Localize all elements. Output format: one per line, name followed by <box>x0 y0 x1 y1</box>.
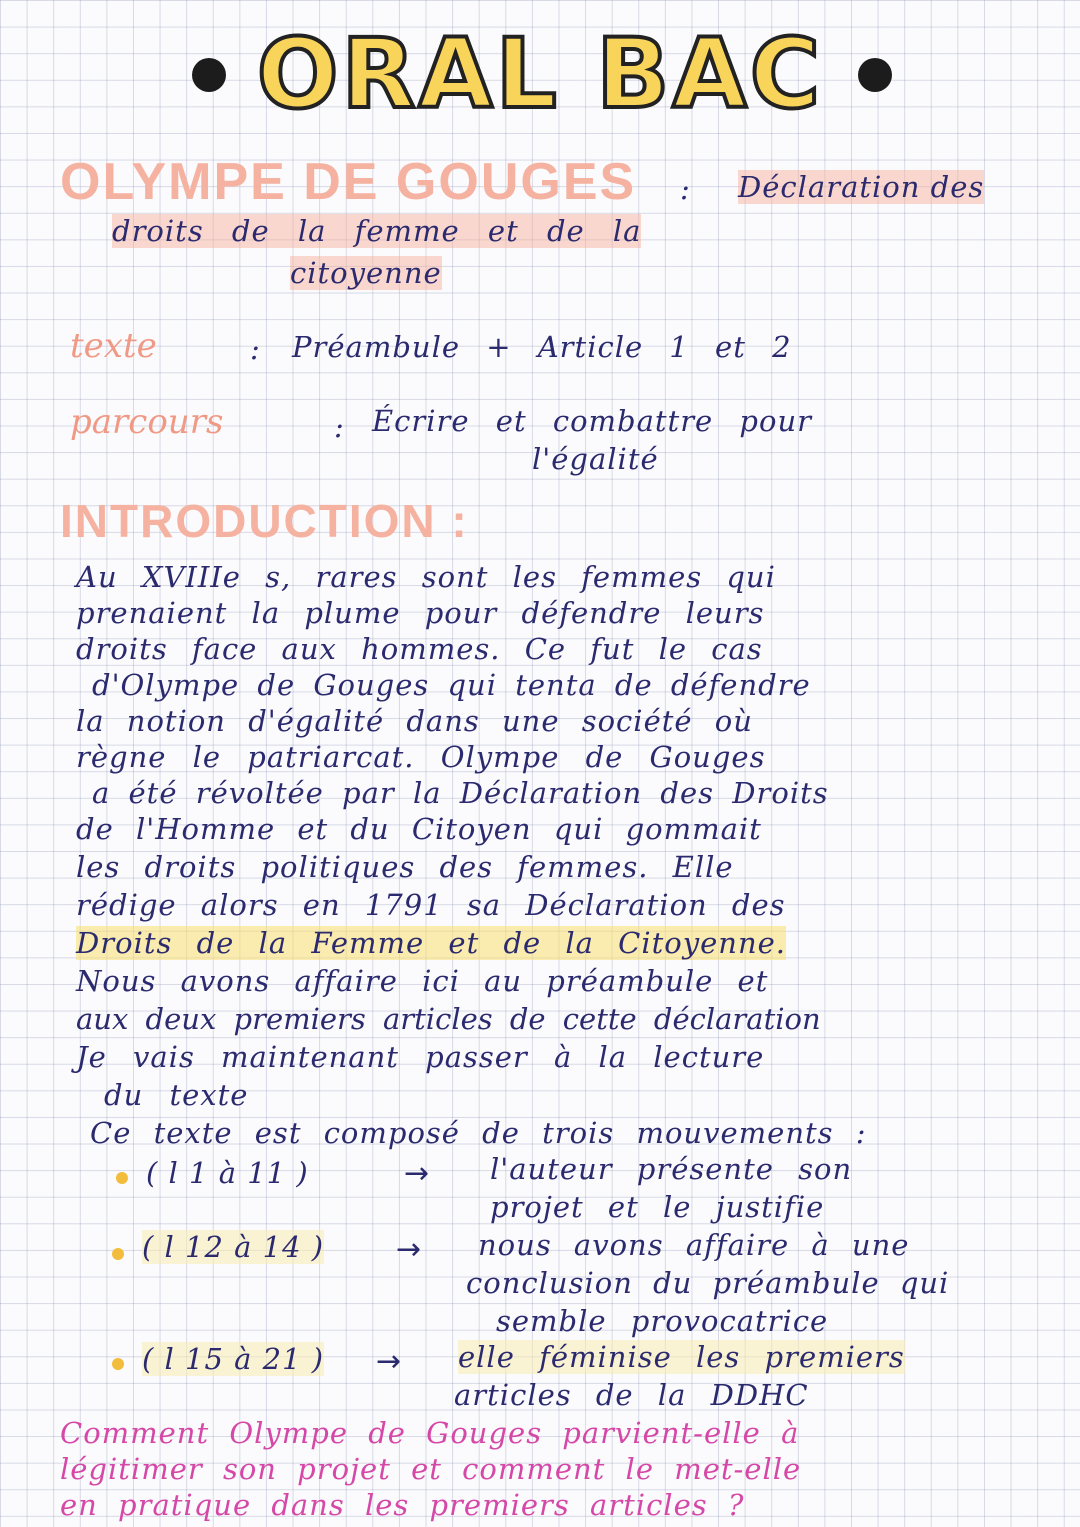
movement-desc-line2: articles de la DDHC <box>454 1378 809 1412</box>
arrow-icon: → <box>396 1232 422 1267</box>
title-bullet-right <box>858 58 892 92</box>
movement-desc-line1: l'auteur présente son <box>490 1152 853 1186</box>
movement-range: ( l 15 à 21 ) <box>142 1342 325 1376</box>
bullet-icon <box>112 1248 124 1260</box>
movement-desc-line2: projet et le justifie <box>490 1190 825 1224</box>
parcours-label: parcours <box>70 402 224 442</box>
intro-line: droits face aux hommes. Ce fut le cas <box>76 632 763 666</box>
movement-desc-line1: nous avons affaire à une <box>478 1228 910 1262</box>
work-title-line1: Déclaration des <box>738 170 985 204</box>
movement-range: ( l 12 à 14 ) <box>142 1230 325 1264</box>
parcours-line2: l'égalité <box>532 442 659 476</box>
work-title-line3: citoyenne <box>290 256 442 290</box>
introduction-heading: INTRODUCTION : <box>60 495 469 547</box>
texte-label: texte <box>70 326 157 366</box>
intro-line: du texte <box>104 1078 249 1112</box>
arrow-icon: → <box>404 1156 430 1191</box>
intro-line: la notion d'égalité dans une société où <box>76 704 753 738</box>
texte-value: Préambule + Article 1 et 2 <box>292 330 792 364</box>
intro-line: de l'Homme et du Citoyen qui gommait <box>76 812 762 846</box>
intro-line: d'Olympe de Gouges qui tenta de défendre <box>92 668 811 702</box>
problematique-line: en pratique dans les premiers articles ? <box>60 1488 745 1522</box>
intro-line: Je vais maintenant passer à la lecture <box>76 1040 765 1074</box>
intro-line: aux deux premiers articles de cette déclaration <box>76 1002 821 1036</box>
work-title-line2: droits de la femme et de la <box>112 214 642 248</box>
arrow-icon: → <box>376 1344 402 1379</box>
author-heading: OLYMPE DE GOUGES <box>60 153 637 211</box>
problematique-line: légitimer son projet et comment le met-elle <box>60 1452 802 1486</box>
intro-line: les droits politiques des femmes. Elle <box>76 850 734 884</box>
movement-desc-line3: semble provocatrice <box>496 1304 829 1338</box>
bullet-icon <box>112 1358 124 1370</box>
page-title: ORAL BAC <box>256 18 824 130</box>
bullet-icon <box>116 1172 128 1184</box>
intro-line: Droits de la Femme et de la Citoyenne. <box>76 926 787 960</box>
parcours-colon: : <box>334 410 345 444</box>
intro-line: règne le patriarcat. Olympe de Gouges <box>76 740 766 774</box>
intro-line: a été révoltée par la Déclaration des Droits <box>92 776 829 810</box>
intro-line: Nous avons affaire ici au préambule et <box>76 964 769 998</box>
intro-line: prenaient la plume pour défendre leurs <box>76 596 765 630</box>
work-separator: : <box>680 172 691 206</box>
movement-range: ( l 1 à 11 ) <box>146 1156 309 1190</box>
intro-line: rédige alors en 1791 sa Déclaration des <box>76 888 786 922</box>
intro-line: Au XVIIIe s, rares sont les femmes qui <box>76 560 776 594</box>
parcours-line1: Écrire et combattre pour <box>372 404 812 438</box>
movement-desc-line1: elle féminise les premiers <box>458 1340 905 1374</box>
movement-desc-line2: conclusion du préambule qui <box>466 1266 950 1300</box>
problematique-line: Comment Olympe de Gouges parvient-elle à <box>60 1416 800 1450</box>
composition-intro: Ce texte est composé de trois mouvements : <box>90 1116 867 1150</box>
texte-colon: : <box>250 332 261 366</box>
